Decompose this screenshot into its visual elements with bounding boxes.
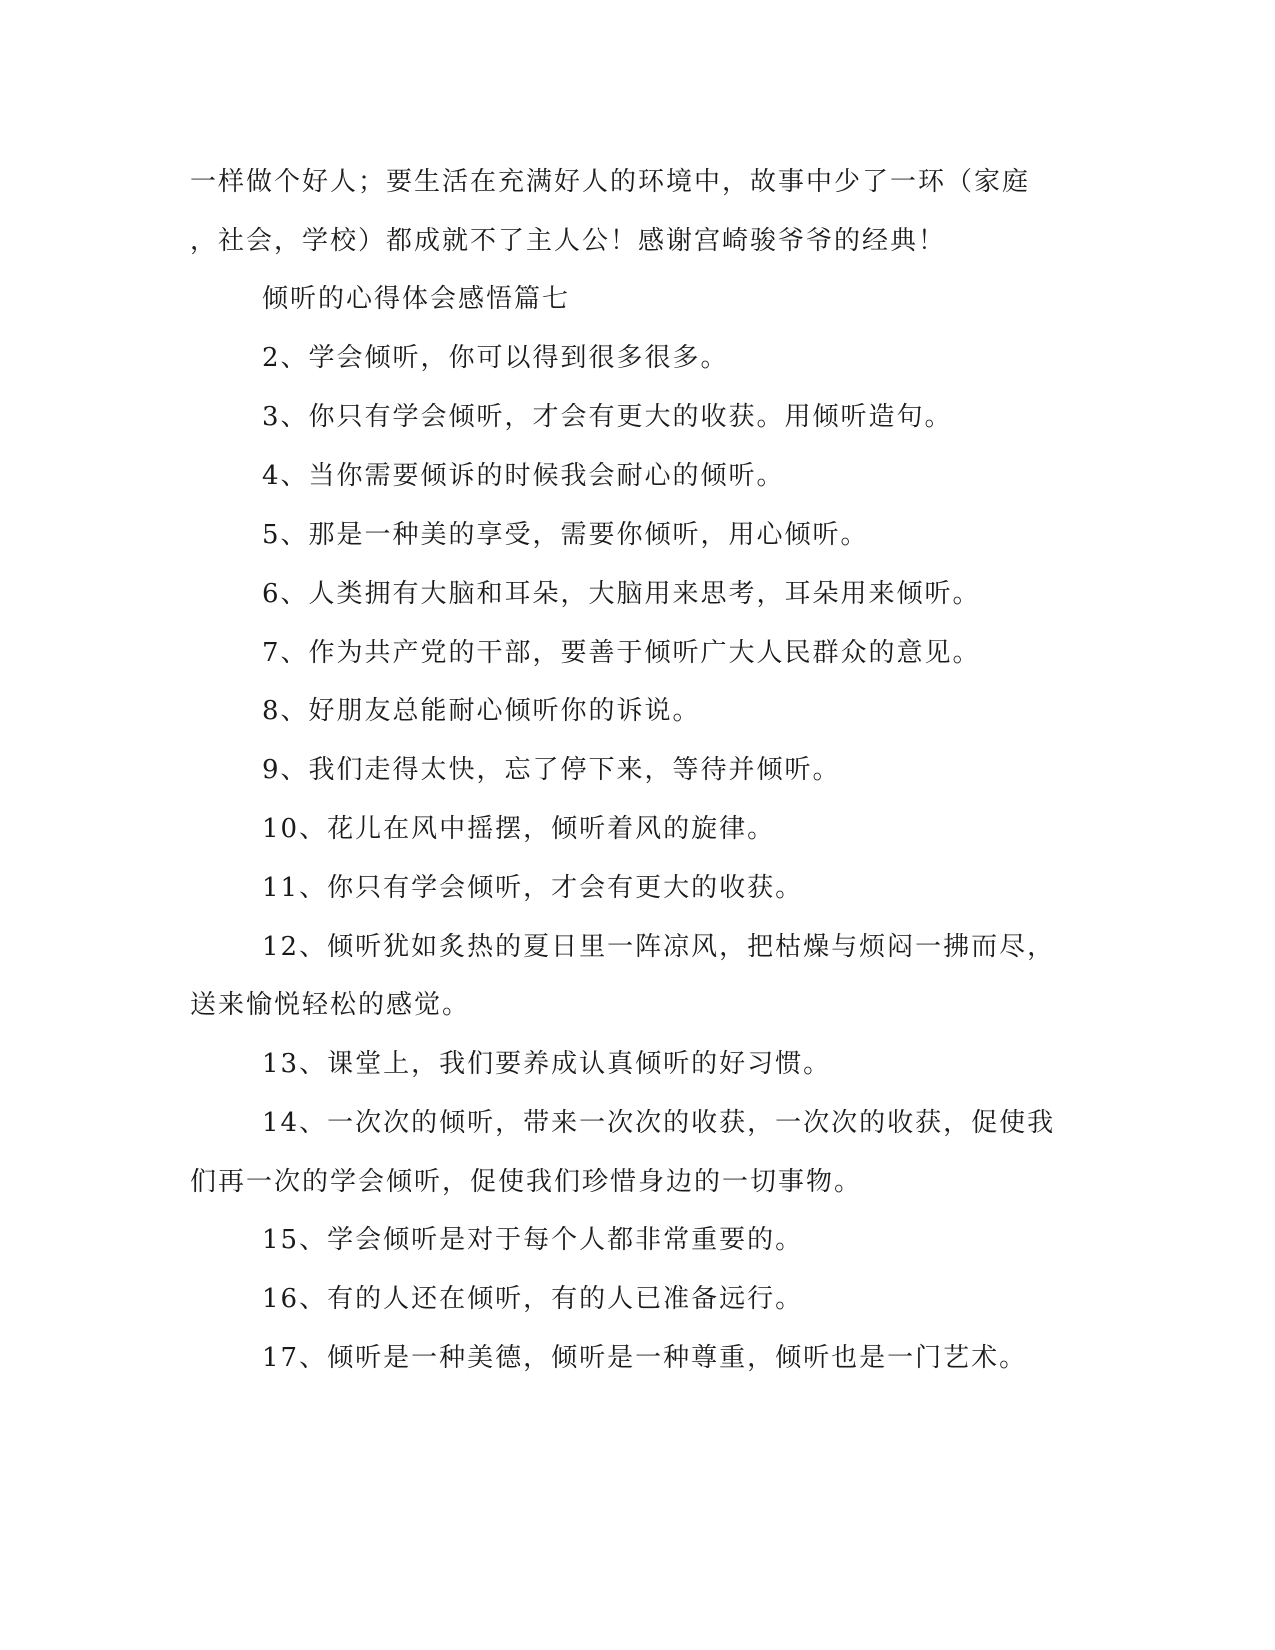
list-item: 5、那是一种美的享受，需要你倾听，用心倾听。 (262, 520, 869, 550)
list-item: 11、你只有学会倾听，才会有更大的收获。 (262, 873, 804, 903)
list-item-continuation: 送来愉悦轻松的感觉。 (190, 990, 471, 1020)
list-item: 10、花儿在风中摇摆，倾听着风的旋律。 (262, 814, 776, 844)
text-line: ，社会，学校）都成就不了主人公！感谢宫崎骏爷爷的经典！ (190, 226, 947, 256)
list-item: 13、课堂上，我们要养成认真倾听的好习惯。 (262, 1049, 832, 1079)
list-item: 6、人类拥有大脑和耳朵，大脑用来思考，耳朵用来倾听。 (262, 579, 981, 609)
list-item: 15、学会倾听是对于每个人都非常重要的。 (262, 1225, 804, 1255)
list-item: 17、倾听是一种美德，倾听是一种尊重，倾听也是一门艺术。 (262, 1343, 1028, 1373)
list-item: 14、一次次的倾听，带来一次次的收获，一次次的收获，促使我 (262, 1108, 1056, 1138)
text-line: 一样做个好人；要生活在充满好人的环境中，故事中少了一环（家庭 (190, 167, 1031, 197)
list-item: 9、我们走得太快，忘了停下来，等待并倾听。 (262, 755, 841, 785)
list-item: 16、有的人还在倾听，有的人已准备远行。 (262, 1284, 804, 1314)
list-item: 8、好朋友总能耐心倾听你的诉说。 (262, 696, 701, 726)
list-item: 3、你只有学会倾听，才会有更大的收获。用倾听造句。 (262, 402, 953, 432)
list-item-continuation: 们再一次的学会倾听，促使我们珍惜身边的一切事物。 (190, 1167, 863, 1197)
list-item: 12、倾听犹如炙热的夏日里一阵凉风，把枯燥与烦闷一拂而尽， (262, 932, 1056, 962)
section-heading: 倾听的心得体会感悟篇七 (262, 284, 571, 314)
list-item: 2、学会倾听，你可以得到很多很多。 (262, 343, 729, 373)
list-item: 4、当你需要倾诉的时候我会耐心的倾听。 (262, 461, 785, 491)
list-item: 7、作为共产党的干部，要善于倾听广大人民群众的意见。 (262, 638, 981, 668)
